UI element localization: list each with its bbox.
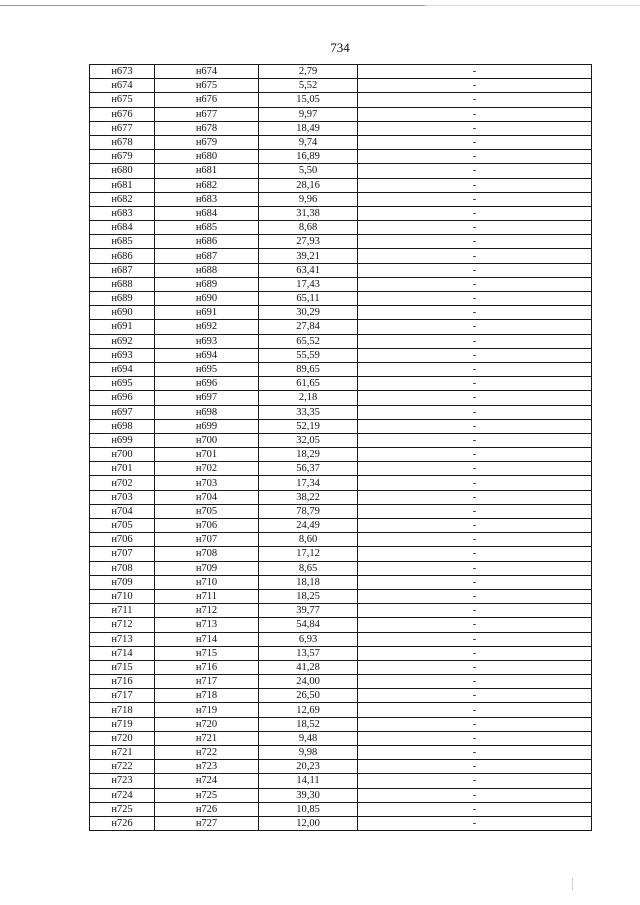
distance-cell: 18,49 (259, 121, 358, 135)
to-point-cell: н706 (155, 519, 259, 533)
from-point-cell: н724 (90, 788, 155, 802)
note-cell: - (358, 646, 592, 660)
from-point-cell: н692 (90, 334, 155, 348)
from-point-cell: н708 (90, 561, 155, 575)
to-point-cell: н694 (155, 348, 259, 362)
table-row (90, 746, 592, 760)
note-cell: - (358, 660, 592, 674)
from-point-cell: н718 (90, 703, 155, 717)
to-point-cell: н682 (155, 178, 259, 192)
distance-cell: 10,85 (259, 802, 358, 816)
to-point-cell: н712 (155, 604, 259, 618)
distance-cell: 18,18 (259, 575, 358, 589)
to-point-cell: н689 (155, 277, 259, 291)
from-point-cell: н675 (90, 93, 155, 107)
table-row (90, 731, 592, 745)
table-row (90, 448, 592, 462)
to-point-cell: н724 (155, 774, 259, 788)
distance-cell: 32,05 (259, 433, 358, 447)
table-body (90, 65, 592, 831)
table-row (90, 433, 592, 447)
note-cell: - (358, 519, 592, 533)
to-point-cell: н693 (155, 334, 259, 348)
from-point-cell: н704 (90, 504, 155, 518)
note-cell: - (358, 334, 592, 348)
table-row (90, 760, 592, 774)
from-point-cell: н703 (90, 490, 155, 504)
table-row (90, 164, 592, 178)
table-row (90, 121, 592, 135)
from-point-cell: н674 (90, 79, 155, 93)
note-cell: - (358, 547, 592, 561)
to-point-cell: н679 (155, 135, 259, 149)
note-cell: - (358, 448, 592, 462)
note-cell: - (358, 292, 592, 306)
from-point-cell: н726 (90, 816, 155, 830)
table-row (90, 192, 592, 206)
table-row (90, 774, 592, 788)
table-row (90, 249, 592, 263)
to-point-cell: н713 (155, 618, 259, 632)
table-row (90, 221, 592, 235)
to-point-cell: н696 (155, 377, 259, 391)
to-point-cell: н727 (155, 816, 259, 830)
top-rule-faint (425, 5, 640, 6)
from-point-cell: н725 (90, 802, 155, 816)
from-point-cell: н676 (90, 107, 155, 121)
distance-cell: 65,52 (259, 334, 358, 348)
distance-cell: 27,93 (259, 235, 358, 249)
to-point-cell: н691 (155, 306, 259, 320)
from-point-cell: н698 (90, 419, 155, 433)
distance-cell: 5,52 (259, 79, 358, 93)
note-cell: - (358, 575, 592, 589)
table-row (90, 65, 592, 79)
table-row (90, 150, 592, 164)
from-point-cell: н702 (90, 476, 155, 490)
note-cell: - (358, 178, 592, 192)
from-point-cell: н706 (90, 533, 155, 547)
table-row (90, 235, 592, 249)
to-point-cell: н695 (155, 362, 259, 376)
to-point-cell: н719 (155, 703, 259, 717)
distance-cell: 28,16 (259, 178, 358, 192)
from-point-cell: н716 (90, 675, 155, 689)
note-cell: - (358, 348, 592, 362)
from-point-cell: н715 (90, 660, 155, 674)
table-row (90, 816, 592, 830)
to-point-cell: н716 (155, 660, 259, 674)
from-point-cell: н694 (90, 362, 155, 376)
note-cell: - (358, 405, 592, 419)
table-row (90, 405, 592, 419)
to-point-cell: н722 (155, 746, 259, 760)
distance-cell: 9,98 (259, 746, 358, 760)
top-rule (0, 5, 425, 6)
table-row (90, 107, 592, 121)
distance-cell: 18,29 (259, 448, 358, 462)
table-row (90, 689, 592, 703)
distance-cell: 65,11 (259, 292, 358, 306)
note-cell: - (358, 689, 592, 703)
table-row (90, 476, 592, 490)
from-point-cell: н683 (90, 206, 155, 220)
to-point-cell: н699 (155, 419, 259, 433)
to-point-cell: н686 (155, 235, 259, 249)
from-point-cell: н714 (90, 646, 155, 660)
note-cell: - (358, 306, 592, 320)
note-cell: - (358, 802, 592, 816)
table-row (90, 348, 592, 362)
from-point-cell: н682 (90, 192, 155, 206)
distance-cell: 2,18 (259, 391, 358, 405)
note-cell: - (358, 277, 592, 291)
from-point-cell: н684 (90, 221, 155, 235)
boundary-points-table (89, 64, 592, 831)
distance-cell: 20,23 (259, 760, 358, 774)
to-point-cell: н720 (155, 717, 259, 731)
table-row (90, 575, 592, 589)
note-cell: - (358, 462, 592, 476)
to-point-cell: н723 (155, 760, 259, 774)
from-point-cell: н723 (90, 774, 155, 788)
distance-cell: 39,30 (259, 788, 358, 802)
note-cell: - (358, 192, 592, 206)
note-cell: - (358, 476, 592, 490)
note-cell: - (358, 731, 592, 745)
distance-cell: 17,34 (259, 476, 358, 490)
table-row (90, 419, 592, 433)
distance-cell: 61,65 (259, 377, 358, 391)
from-point-cell: н717 (90, 689, 155, 703)
table-row (90, 533, 592, 547)
distance-cell: 17,12 (259, 547, 358, 561)
distance-cell: 17,43 (259, 277, 358, 291)
note-cell: - (358, 135, 592, 149)
table-row (90, 660, 592, 674)
table-row (90, 490, 592, 504)
to-point-cell: н718 (155, 689, 259, 703)
from-point-cell: н705 (90, 519, 155, 533)
to-point-cell: н714 (155, 632, 259, 646)
distance-cell: 38,22 (259, 490, 358, 504)
distance-cell: 54,84 (259, 618, 358, 632)
to-point-cell: н726 (155, 802, 259, 816)
from-point-cell: н679 (90, 150, 155, 164)
note-cell: - (358, 788, 592, 802)
to-point-cell: н690 (155, 292, 259, 306)
note-cell: - (358, 164, 592, 178)
to-point-cell: н700 (155, 433, 259, 447)
to-point-cell: н675 (155, 79, 259, 93)
note-cell: - (358, 263, 592, 277)
to-point-cell: н707 (155, 533, 259, 547)
distance-cell: 56,37 (259, 462, 358, 476)
note-cell: - (358, 391, 592, 405)
note-cell: - (358, 504, 592, 518)
to-point-cell: н705 (155, 504, 259, 518)
note-cell: - (358, 221, 592, 235)
to-point-cell: н687 (155, 249, 259, 263)
to-point-cell: н708 (155, 547, 259, 561)
from-point-cell: н688 (90, 277, 155, 291)
table-row (90, 618, 592, 632)
from-point-cell: н710 (90, 589, 155, 603)
distance-cell: 15,05 (259, 93, 358, 107)
from-point-cell: н686 (90, 249, 155, 263)
from-point-cell: н678 (90, 135, 155, 149)
table-row (90, 519, 592, 533)
note-cell: - (358, 703, 592, 717)
note-cell: - (358, 433, 592, 447)
from-point-cell: н712 (90, 618, 155, 632)
to-point-cell: н711 (155, 589, 259, 603)
note-cell: - (358, 419, 592, 433)
distance-cell: 13,57 (259, 646, 358, 660)
note-cell: - (358, 93, 592, 107)
table-row (90, 377, 592, 391)
note-cell: - (358, 249, 592, 263)
distance-cell: 12,00 (259, 816, 358, 830)
table-row (90, 277, 592, 291)
note-cell: - (358, 604, 592, 618)
from-point-cell: н687 (90, 263, 155, 277)
from-point-cell: н721 (90, 746, 155, 760)
distance-cell: 9,97 (259, 107, 358, 121)
table-row (90, 632, 592, 646)
to-point-cell: н710 (155, 575, 259, 589)
to-point-cell: н681 (155, 164, 259, 178)
distance-cell: 18,25 (259, 589, 358, 603)
to-point-cell: н717 (155, 675, 259, 689)
table-row (90, 802, 592, 816)
note-cell: - (358, 150, 592, 164)
distance-cell: 9,48 (259, 731, 358, 745)
to-point-cell: н678 (155, 121, 259, 135)
to-point-cell: н692 (155, 320, 259, 334)
table-row (90, 362, 592, 376)
note-cell: - (358, 206, 592, 220)
table-row (90, 206, 592, 220)
from-point-cell: н697 (90, 405, 155, 419)
from-point-cell: н699 (90, 433, 155, 447)
table-row (90, 135, 592, 149)
distance-cell: 8,68 (259, 221, 358, 235)
note-cell: - (358, 746, 592, 760)
note-cell: - (358, 65, 592, 79)
distance-cell: 26,50 (259, 689, 358, 703)
note-cell: - (358, 235, 592, 249)
table-row (90, 79, 592, 93)
note-cell: - (358, 377, 592, 391)
from-point-cell: н689 (90, 292, 155, 306)
note-cell: - (358, 760, 592, 774)
to-point-cell: н677 (155, 107, 259, 121)
to-point-cell: н697 (155, 391, 259, 405)
distance-cell: 89,65 (259, 362, 358, 376)
from-point-cell: н700 (90, 448, 155, 462)
table-row (90, 703, 592, 717)
note-cell: - (358, 774, 592, 788)
to-point-cell: н704 (155, 490, 259, 504)
distance-cell: 24,00 (259, 675, 358, 689)
table-row (90, 334, 592, 348)
distance-cell: 24,49 (259, 519, 358, 533)
distance-cell: 78,79 (259, 504, 358, 518)
distance-cell: 14,11 (259, 774, 358, 788)
distance-cell: 39,77 (259, 604, 358, 618)
from-point-cell: н722 (90, 760, 155, 774)
distance-cell: 39,21 (259, 249, 358, 263)
to-point-cell: н683 (155, 192, 259, 206)
from-point-cell: н693 (90, 348, 155, 362)
to-point-cell: н702 (155, 462, 259, 476)
distance-cell: 18,52 (259, 717, 358, 731)
note-cell: - (358, 618, 592, 632)
note-cell: - (358, 561, 592, 575)
to-point-cell: н709 (155, 561, 259, 575)
note-cell: - (358, 79, 592, 93)
from-point-cell: н690 (90, 306, 155, 320)
distance-cell: 30,29 (259, 306, 358, 320)
note-cell: - (358, 533, 592, 547)
distance-cell: 63,41 (259, 263, 358, 277)
distance-cell: 2,79 (259, 65, 358, 79)
table-row (90, 717, 592, 731)
to-point-cell: н680 (155, 150, 259, 164)
note-cell: - (358, 632, 592, 646)
from-point-cell: н696 (90, 391, 155, 405)
note-cell: - (358, 589, 592, 603)
table-row (90, 646, 592, 660)
note-cell: - (358, 121, 592, 135)
to-point-cell: н703 (155, 476, 259, 490)
from-point-cell: н680 (90, 164, 155, 178)
distance-cell: 55,59 (259, 348, 358, 362)
table-row (90, 263, 592, 277)
to-point-cell: н674 (155, 65, 259, 79)
distance-cell: 6,93 (259, 632, 358, 646)
from-point-cell: н709 (90, 575, 155, 589)
note-cell: - (358, 816, 592, 830)
table-row (90, 391, 592, 405)
table-row (90, 604, 592, 618)
from-point-cell: н713 (90, 632, 155, 646)
from-point-cell: н707 (90, 547, 155, 561)
note-cell: - (358, 362, 592, 376)
note-cell: - (358, 675, 592, 689)
note-cell: - (358, 107, 592, 121)
to-point-cell: н701 (155, 448, 259, 462)
table-row (90, 675, 592, 689)
to-point-cell: н698 (155, 405, 259, 419)
from-point-cell: н701 (90, 462, 155, 476)
distance-cell: 41,28 (259, 660, 358, 674)
table-row (90, 320, 592, 334)
page-number: 734 (330, 40, 350, 55)
table-row (90, 306, 592, 320)
distance-cell: 5,50 (259, 164, 358, 178)
table-row (90, 93, 592, 107)
distance-cell: 9,74 (259, 135, 358, 149)
distance-cell: 27,84 (259, 320, 358, 334)
distance-cell: 9,96 (259, 192, 358, 206)
from-point-cell: н691 (90, 320, 155, 334)
to-point-cell: н676 (155, 93, 259, 107)
from-point-cell: н695 (90, 377, 155, 391)
table-row (90, 504, 592, 518)
to-point-cell: н684 (155, 206, 259, 220)
note-cell: - (358, 717, 592, 731)
table-row (90, 561, 592, 575)
distance-cell: 8,65 (259, 561, 358, 575)
from-point-cell: н719 (90, 717, 155, 731)
to-point-cell: н725 (155, 788, 259, 802)
from-point-cell: н720 (90, 731, 155, 745)
note-cell: - (358, 490, 592, 504)
from-point-cell: н685 (90, 235, 155, 249)
from-point-cell: н677 (90, 121, 155, 135)
from-point-cell: н681 (90, 178, 155, 192)
from-point-cell: н673 (90, 65, 155, 79)
distance-cell: 33,35 (259, 405, 358, 419)
scan-mark (572, 878, 573, 890)
table-row (90, 547, 592, 561)
table-row (90, 292, 592, 306)
distance-cell: 52,19 (259, 419, 358, 433)
distance-cell: 8,60 (259, 533, 358, 547)
distance-cell: 31,38 (259, 206, 358, 220)
to-point-cell: н715 (155, 646, 259, 660)
from-point-cell: н711 (90, 604, 155, 618)
distance-cell: 16,89 (259, 150, 358, 164)
to-point-cell: н721 (155, 731, 259, 745)
table-row (90, 178, 592, 192)
table-row (90, 589, 592, 603)
table-row (90, 788, 592, 802)
distance-cell: 12,69 (259, 703, 358, 717)
to-point-cell: н688 (155, 263, 259, 277)
note-cell: - (358, 320, 592, 334)
to-point-cell: н685 (155, 221, 259, 235)
table-row (90, 462, 592, 476)
